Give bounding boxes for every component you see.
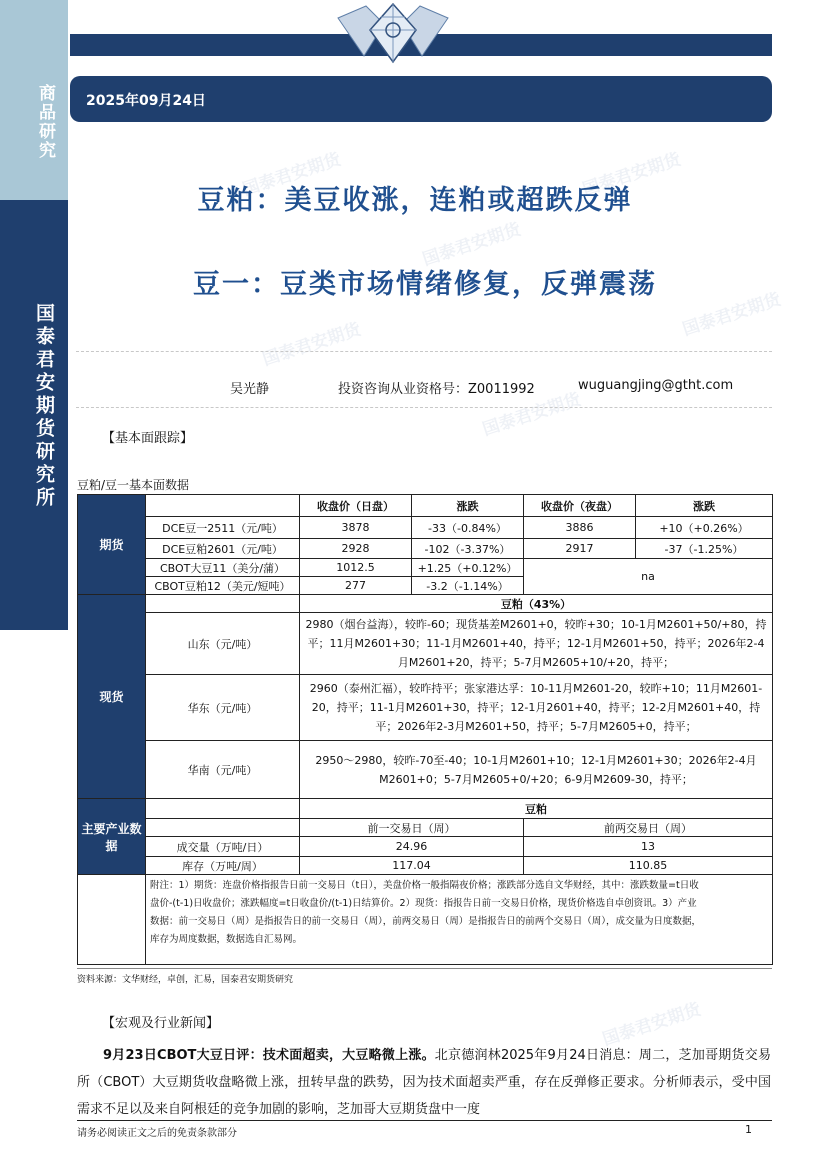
industry-col-prev1: 前一交易日（周） <box>300 819 524 837</box>
section-fundamentals: 【基本面跟踪】 <box>102 431 194 446</box>
sidebar-category: 商品研究 <box>35 84 55 160</box>
page-subtitle: 豆一：豆类市场情绪修复，反弹震荡 <box>193 269 657 300</box>
spot-header: 豆粕（43%） <box>300 595 773 613</box>
divider <box>76 407 772 408</box>
na-cell: na <box>524 559 773 595</box>
header-change: 涨跌 <box>412 495 524 517</box>
page-title: 豆粕：美豆收涨，连粕或超跌反弹 <box>197 185 633 216</box>
table-title: 豆粕/豆一基本面数据 <box>77 478 190 492</box>
empty-cell <box>146 799 300 819</box>
category-spot: 现货 <box>78 595 146 799</box>
futures-night-close: 3886 <box>524 517 636 539</box>
divider <box>77 968 772 969</box>
author-license: 投资咨询从业资格号：Z0011992 <box>338 382 535 397</box>
category-industry: 主要产业数据 <box>78 799 146 875</box>
futures-day-close: 3878 <box>300 517 412 539</box>
futures-name: CBOT豆粕12（美元/短吨） <box>146 577 300 595</box>
category-futures: 期货 <box>78 495 146 595</box>
spot-detail: 2960（泰州汇福），较昨持平；张家港达孚：10-11月M2601-20，较昨+10；11月M2601-20，持平；11-1月M2601+30，持平；12-1月2601+40，持平；12-2月M2601+40，持平；2026年2-3月M2601+50，持平；5-7月M2605+0，持平； <box>300 675 773 741</box>
futures-night-close: 2917 <box>524 539 636 559</box>
futures-name: DCE豆一2511（元/吨） <box>146 517 300 539</box>
industry-row-name: 库存（万吨/周） <box>146 857 300 875</box>
fundamentals-table <box>77 494 773 965</box>
futures-day-close: 277 <box>300 577 412 595</box>
news-body: 北京德润林2025年9月24日消息：周二，芝加哥期货交易所（CBOT）大豆期货收盘略微上涨，扭转早盘的跌势，因为技术面超卖严重，存在反弹修正要求。分析师表示，受中国需求不足以及来自阿根廷的竞争加剧的影响，芝加哥大豆期货盘中一度 <box>77 1048 771 1117</box>
spot-region: 华南（元/吨） <box>146 741 300 799</box>
futures-day-change: -102（-3.37%） <box>412 539 524 559</box>
industry-value: 24.96 <box>300 837 524 857</box>
empty-cell <box>146 595 300 613</box>
industry-header: 豆粕 <box>300 799 773 819</box>
author-email[interactable]: wuguangjing@gtht.com <box>578 378 734 393</box>
futures-name: DCE豆粕2601（元/吨） <box>146 539 300 559</box>
futures-day-change: -33（-0.84%） <box>412 517 524 539</box>
futures-day-close: 1012.5 <box>300 559 412 577</box>
watermark: 国泰君安期货 <box>480 389 584 441</box>
spot-detail: 2950～2980，较昨-70至-40；10-1月M2601+10；12-1月M2601+30；2026年2-4月M2601+0；5-7月M2605+0/+20；6-9月M2609-30，持平； <box>300 741 773 799</box>
news-paragraph <box>77 1042 771 1123</box>
report-date: 2025年09月24日 <box>86 93 206 109</box>
futures-day-change: -3.2（-1.14%） <box>412 577 524 595</box>
futures-night-change: -37（-1.25%） <box>636 539 773 559</box>
footer-disclaimer: 请务必阅读正文之后的免责条款部分 <box>77 1128 237 1139</box>
watermark: 国泰君安期货 <box>420 219 524 271</box>
header-close-day: 收盘价（日盘） <box>300 495 412 517</box>
industry-row-name: 成交量（万吨/日） <box>146 837 300 857</box>
watermark: 国泰君安期货 <box>680 289 784 341</box>
futures-night-change: +10（+0.26%） <box>636 517 773 539</box>
spot-region: 华东（元/吨） <box>146 675 300 741</box>
watermark: 国泰君安期货 <box>260 319 364 371</box>
footer-divider <box>77 1120 772 1121</box>
empty-cell <box>146 495 300 517</box>
spot-region: 山东（元/吨） <box>146 613 300 675</box>
date-banner <box>70 76 772 122</box>
data-source: 资料来源：文华财经，卓创，汇易，国泰君安期货研究 <box>77 975 294 985</box>
industry-value: 13 <box>524 837 773 857</box>
header-close-night: 收盘价（夜盘） <box>524 495 636 517</box>
futures-day-close: 2928 <box>300 539 412 559</box>
empty-cell <box>146 819 300 837</box>
header-change-night: 涨跌 <box>636 495 773 517</box>
watermark: 国泰君安期货 <box>600 999 704 1051</box>
spot-detail: 2980（烟台益海），较昨-60；现货基差M2601+0，较昨+30；10-1月M2601+50/+80，持平；11月M2601+30；11-1月M2601+40，持平；12-1月M2601+50，持平；2026年2-4月M2601+20，持平；5-7月M2605+10/+20，持平； <box>300 613 773 675</box>
page-number: 1 <box>745 1123 752 1136</box>
futures-name: CBOT大豆11（美分/蒲） <box>146 559 300 577</box>
table-notes: 附注：1）期货：连盘价格指报告日前一交易日（t日），美盘价格一般指隔夜价格；涨跌部分选自文华财经，其中：涨跌数量=t日收盘价-(t-1)日收盘价；涨跌幅度=t日收盘价/(t-1)日结算价。2）现货：指报告日前一交易日价格，现货价格选自卓创资讯。3）产业数据：前一交易日（周）是指报告日的前一交易日（周），前两交易日（周）是指报告日的前两个交易日（周），成交量为日度数据，库存为周度数据，数据选自汇易网。 <box>146 875 773 965</box>
divider <box>76 351 772 352</box>
empty-cell <box>78 875 146 965</box>
section-macro: 【宏观及行业新闻】 <box>102 1016 220 1031</box>
diamond-logo-icon <box>318 0 468 66</box>
watermark: 国泰君安期货 <box>240 149 344 201</box>
news-headline: 9月23日CBOT大豆日评：技术面超卖，大豆略微上涨。 <box>103 1048 435 1063</box>
industry-value: 117.04 <box>300 857 524 875</box>
author-name: 吴光静 <box>230 382 270 397</box>
industry-value: 110.85 <box>524 857 773 875</box>
futures-day-change: +1.25（+0.12%） <box>412 559 524 577</box>
sidebar-institute: 国泰君安期货研究所 <box>33 302 55 510</box>
industry-col-prev2: 前两交易日（周） <box>524 819 773 837</box>
watermark: 国泰君安期货 <box>580 149 684 201</box>
